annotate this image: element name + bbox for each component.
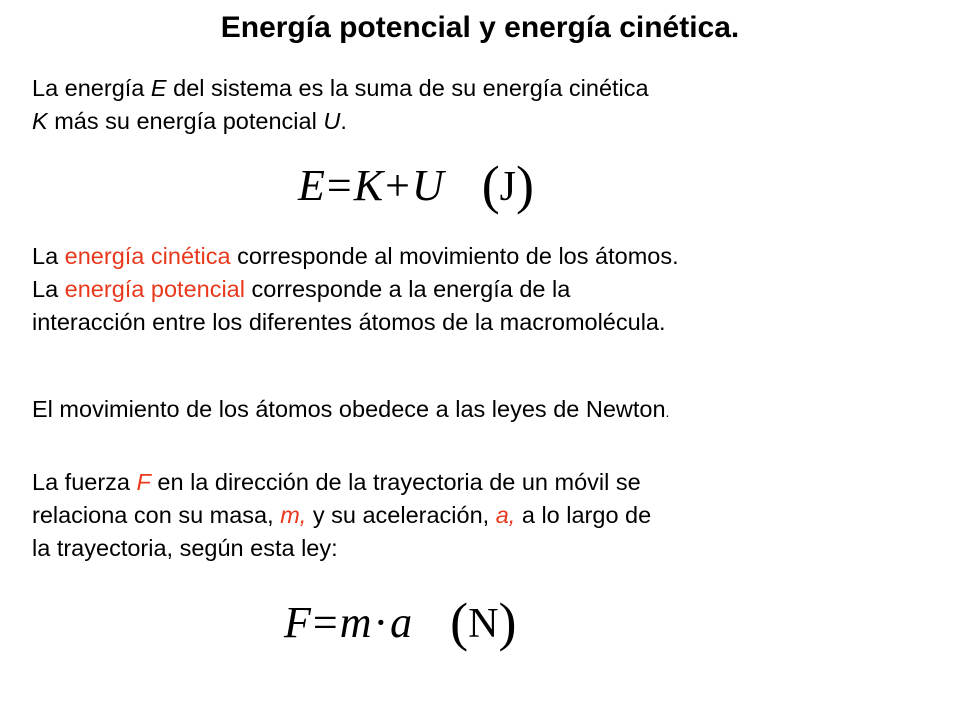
symbol-E: E [150,75,167,101]
text: interacción entre los diferentes átomos de la macromolécula. [32,309,666,335]
eq-equals: = [326,161,352,210]
paragraph-force [32,466,932,565]
text: del sistema es la suma de su energía cinética [166,75,649,101]
highlight-kinetic-energy: energía cinética [64,243,231,269]
eq-symbol-m: m [339,598,372,647]
text: La fuerza [32,469,137,495]
symbol-U: U [323,108,341,134]
text: la trayectoria, según esta ley: [32,535,338,561]
paren-close: ) [498,592,517,652]
paragraph-newton-laws [32,393,932,429]
paragraph-energy-types [32,240,932,339]
text: La energía [32,75,151,101]
text: en la dirección de la trayectoria de un móvil se [150,469,641,495]
text: La [32,276,65,302]
symbol-m: m, [280,502,307,528]
text: . [665,404,670,420]
unit-newton: N [468,601,499,647]
paren-open: ( [450,592,469,652]
paragraph-energy-definition [32,72,932,138]
symbol-K: K [32,108,48,134]
eq-unit [450,592,517,652]
text: y su aceleración, [306,502,496,528]
highlight-potential-energy: energía potencial [64,276,245,302]
eq-symbol-K: K [353,161,384,210]
text: relaciona con su masa, [32,502,281,528]
text: más su energía potencial [47,108,324,134]
text: corresponde al movimiento de los átomos. [230,243,679,269]
equation-newton [284,592,517,652]
text: La [32,243,65,269]
eq-dot: · [373,598,389,647]
eq-symbol-E: E [298,161,325,210]
text: corresponde a la energía de la [244,276,571,302]
slide-title: Energía potencial y energía cinética. [220,11,740,44]
eq-plus: + [385,161,410,210]
eq-unit [481,155,535,215]
eq-equals: = [312,598,338,647]
paren-close: ) [516,155,535,215]
symbol-F: F [136,469,151,495]
symbol-a: a, [495,502,516,528]
text: . [340,108,347,134]
equation-energy [298,155,535,215]
text: El movimiento de los átomos obedece a las leyes de Newton [32,396,666,422]
eq-symbol-F: F [284,598,311,647]
text: a lo largo de [515,502,652,528]
paren-open: ( [481,155,500,215]
unit-joule: J [499,164,517,210]
eq-symbol-U: U [411,161,444,210]
eq-symbol-a: a [390,598,413,647]
